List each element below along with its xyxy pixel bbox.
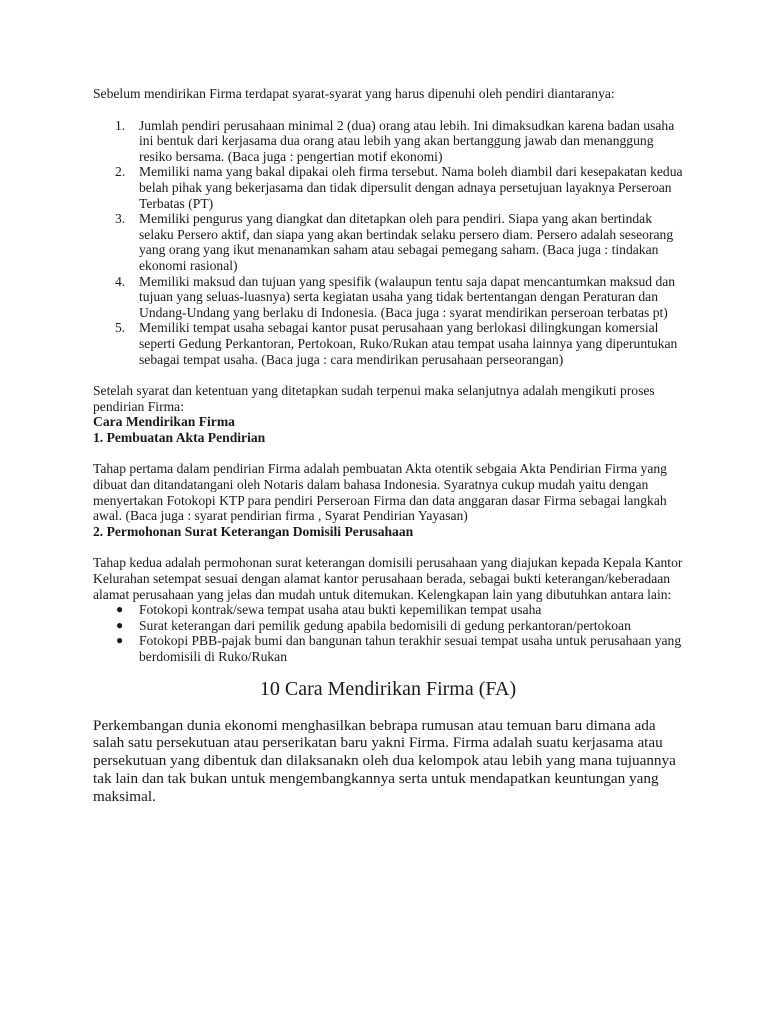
list-item-text: Jumlah pendiri perusahaan minimal 2 (dua) orang atau lebih. Ini dimaksudkan karena badan usaha ini bentuk dari kerjasama dua orang atau lebih yang akan bertanggung jawab dan menanggung resiko bersama. (Baca juga : pengertian motif ekonomi) bbox=[139, 117, 675, 164]
list-item bbox=[93, 274, 683, 321]
list-number: 1. bbox=[115, 117, 126, 133]
step1-paragraph: Tahap pertama dalam pendirian Firma adalah pembuatan Akta otentik sebgaia Akta Pendirian Firma yang dibuat dan ditandatangani oleh Notaris dalam bahasa Indonesia. Syaratnya cukup mudah yaitu dengan menyertakan Fotokopi KTP para pendiri Perseroan Firma dan data anggaran dasar Firma sebagai langkah awal. (Baca juga : syarat pendirian firma , Syarat Pendirian Yayasan) bbox=[93, 461, 667, 524]
list-item-text: Memiliki pengurus yang diangkat dan ditetapkan oleh para pendiri. Siapa yang akan bertindak selaku Persero aktif, dan siapa yang akan bertindak selaku persero diam. Persero adalah seseorang yang orang yang ikut menanamkan saham atau sebagai pemegang saham. (Baca juga : tindakan ekonomi rasional) bbox=[139, 211, 674, 273]
bullet-icon: ● bbox=[116, 617, 124, 632]
list-number: 4. bbox=[115, 273, 126, 289]
list-item bbox=[93, 211, 683, 273]
after-requirements-paragraph: Setelah syarat dan ketentuan yang ditetapkan sudah terpenui maka selanjutnya adalah mengikuti proses pendirian Firma: bbox=[93, 383, 655, 414]
list-item-text: Memiliki nama yang bakal dipakai oleh firma tersebut. Nama boleh diambil dari kesepakatan kedua belah pihak yang bekerjasama dan tidak dipersulit dengan adnaya persetujuan layaknya Perseroan Terbatas (PT) bbox=[139, 164, 683, 211]
document-page bbox=[93, 86, 683, 806]
list-item bbox=[93, 633, 683, 664]
list-item-text: Fotokopi kontrak/sewa tempat usaha atau bukti kepemilikan tempat usaha bbox=[139, 602, 542, 618]
list-item bbox=[93, 602, 683, 618]
list-item-text: Fotokopi PBB-pajak bumi dan bangunan tahun terakhir sesuai tempat usaha untuk perusahaan yang berdomisili di Ruko/Rukan bbox=[139, 633, 682, 664]
intro-paragraph: Sebelum mendirikan Firma terdapat syarat-syarat yang harus dipenuhi oleh pendiri diantaranya: bbox=[93, 86, 615, 101]
list-item-text: Surat keterangan dari pemilik gedung apabila bedomisili di gedung perkantoran/pertokoan bbox=[139, 617, 631, 633]
list-item-text: Memiliki maksud dan tujuan yang spesifik (walaupun tentu saja dapat mencantumkan maksud dan tujuan yang seluas-luasnya) serta kegiatan usaha yang tidak bertentangan dengan Peraturan dan Undang-Undang yang berlaku di Indonesia. (Baca juga : syarat mendirikan perseroan terbatas pt) bbox=[139, 273, 676, 320]
step1-heading: 1. Pembuatan Akta Pendirian bbox=[93, 429, 266, 445]
final-paragraph: Perkembangan dunia ekonomi menghasilkan bebrapa rumusan atau temuan baru dimana ada salah satu persekutuan atau perserikatan baru yakni Firma. Firma adalah suatu kerjasama atau persekutuan yang dibentuk dan dilaksanakn oleh dua kelompok atau lebih yang mana tujuannya tak lain dan tak bukan untuk mengembangkannya serta untuk mendapatkan keuntungan yang maksimal. bbox=[93, 716, 676, 805]
step2-paragraph: Tahap kedua adalah permohonan surat keterangan domisili perusahaan yang diajukan kepada Kepala Kantor Kelurahan setempat sesuai dengan alamat kantor perusahaan berada, sebagai bukti keterangan/keberadaan alamat perusahaan yang jelas dan mudah untuk ditemukan. Kelengkapan lain yang dibutuhkan antara lain: bbox=[93, 555, 683, 602]
list-item bbox=[93, 618, 683, 634]
list-item bbox=[93, 320, 683, 367]
list-item bbox=[93, 164, 683, 211]
section-heading: Cara Mendirikan Firma bbox=[93, 414, 235, 430]
list-number: 2. bbox=[115, 164, 126, 180]
bullet-icon: ● bbox=[116, 602, 124, 617]
list-number: 3. bbox=[115, 211, 126, 227]
required-documents-list bbox=[93, 602, 683, 664]
step2-heading: 2. Permohonan Surat Keterangan Domisili Perusahaan bbox=[93, 523, 414, 539]
bullet-icon: ● bbox=[116, 633, 124, 648]
list-item-text: Memiliki tempat usaha sebagai kantor pusat perusahaan yang berlokasi dilingkungan komersial seperti Gedung Perkantoran, Pertokoan, Ruko/Rukan atau tempat usaha lainnya yang diperuntukan sebagai tempat usaha. (Baca juga : cara mendirikan perusahaan perseorangan) bbox=[139, 320, 678, 367]
list-item bbox=[93, 118, 683, 165]
article-title: 10 Cara Mendirikan Firma (FA) bbox=[259, 677, 517, 700]
requirements-list bbox=[93, 118, 683, 368]
list-number: 5. bbox=[115, 320, 126, 336]
